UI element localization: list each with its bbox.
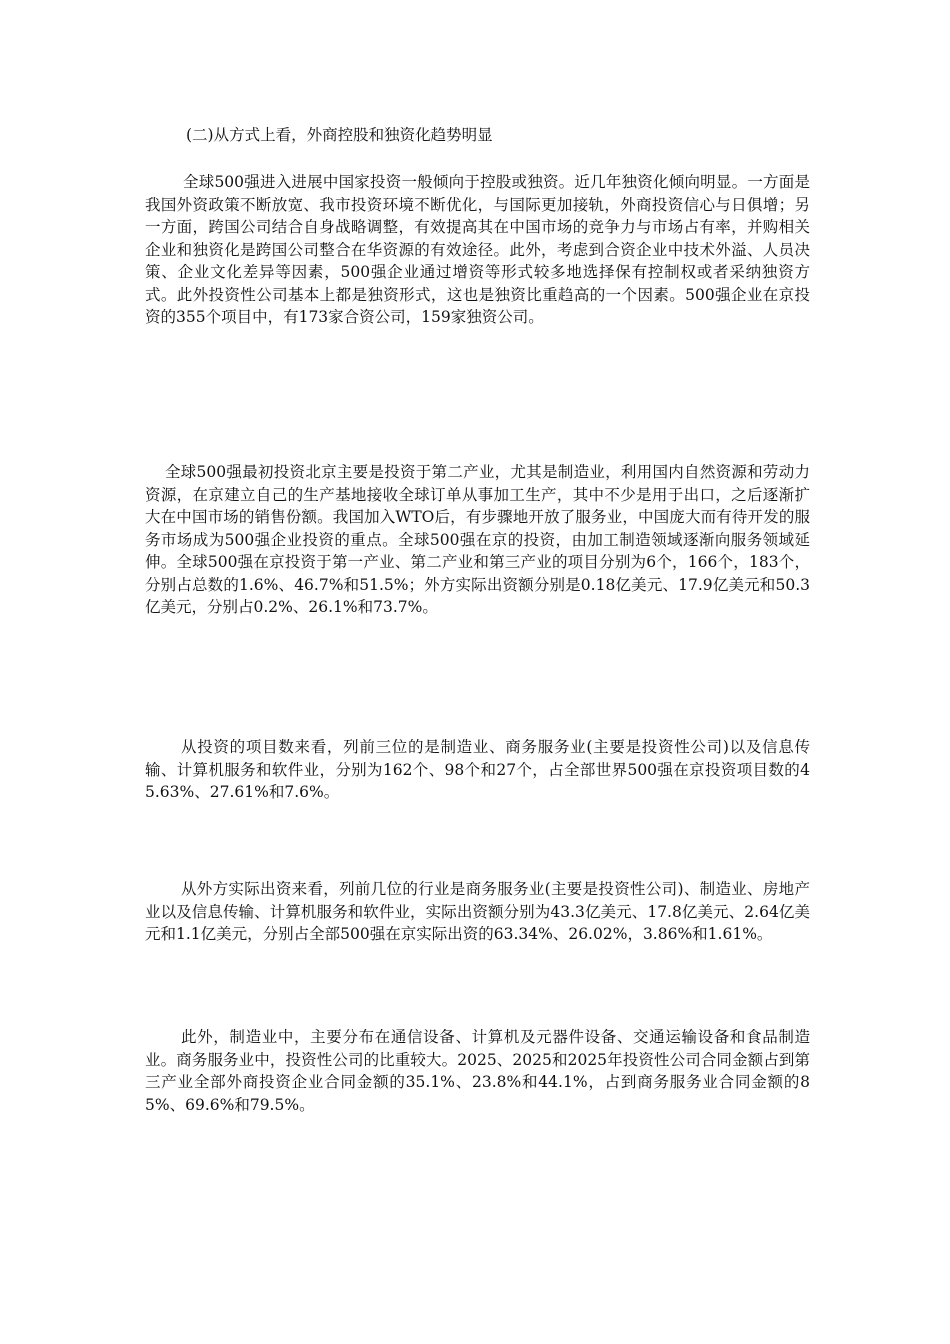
paragraph-manufacturing-services: 此外，制造业中，主要分布在通信设备、计算机及元器件设备、交通运输设备和食品制造业。商务服务业中，投资性公司的比重较大。2025、2025和2025年投资性公司合同金额占到第三产业全部外商投资企业合同金额的35.1%、23.8%和44.1%，占到商务服务业合同金额的85%、69.6%和79.5%。 [145, 1028, 810, 1114]
paragraph-actual-investment: 从外方实际出资来看，列前几位的行业是商务服务业(主要是投资性公司)、制造业、房地产业以及信息传输、计算机服务和软件业，实际出资额分别为43.3亿美元、17.8亿美元、2.64亿美元和1.1亿美元，分别占全部500强在京实际出资的63.34%、26.02%，3.86%和1.61%。 [145, 880, 810, 943]
paragraph-ownership-trend: 全球500强进入进展中国家投资一般倾向于控股或独资。近几年独资化倾向明显。一方面是我国外资政策不断放宽、我市投资环境不断优化，与国际更加接轨，外商投资信心与日俱增；另一方面，跨国公司结合自身战略调整，有效提高其在中国市场的竞争力与市场占有率，并购相关企业和独资化是跨国公司整合在华资源的有效途径。此外，考虑到合资企业中技术外溢、人员决策、企业文化差异等因素，500强企业通过增资等形式较多地选择保有控制权或者采纳独资方式。此外投资性公司基本上都是独资形式，这也是独资比重趋高的一个因素。500强企业在京投资的355个项目中，有173家合资公司，159家独资公司。 [145, 173, 810, 326]
paragraph-industry-shift: 全球500强最初投资北京主要是投资于第二产业，尤其是制造业，利用国内自然资源和劳动力资源，在京建立自己的生产基地接收全球订单从事加工生产，其中不少是用于出口，之后逐渐扩大在中国市场的销售份额。我国加入WTO后，有步骤地开放了服务业，中国庞大而有待开发的服务市场成为500强企业投资的重点。全球500强在京的投资，由加工制造领域逐渐向服务领域延伸。全球500强在京投资于第一产业、第二产业和第三产业的项目分别为6个，166个，183个，分别占总数的1.6%、46.7%和51.5%；外方实际出资额分别是0.18亿美元、17.9亿美元和50.3亿美元，分别占0.2%、26.1%和73.7%。 [145, 463, 810, 616]
section-heading: (二)从方式上看，外商控股和独资化趋势明显 [186, 126, 493, 144]
paragraph-project-count: 从投资的项目数来看，列前三位的是制造业、商务服务业(主要是投资性公司)以及信息传输、计算机服务和软件业，分别为162个、98个和27个，占全部世界500强在京投资项目数的45.63%、27.61%和7.6%。 [145, 738, 810, 801]
